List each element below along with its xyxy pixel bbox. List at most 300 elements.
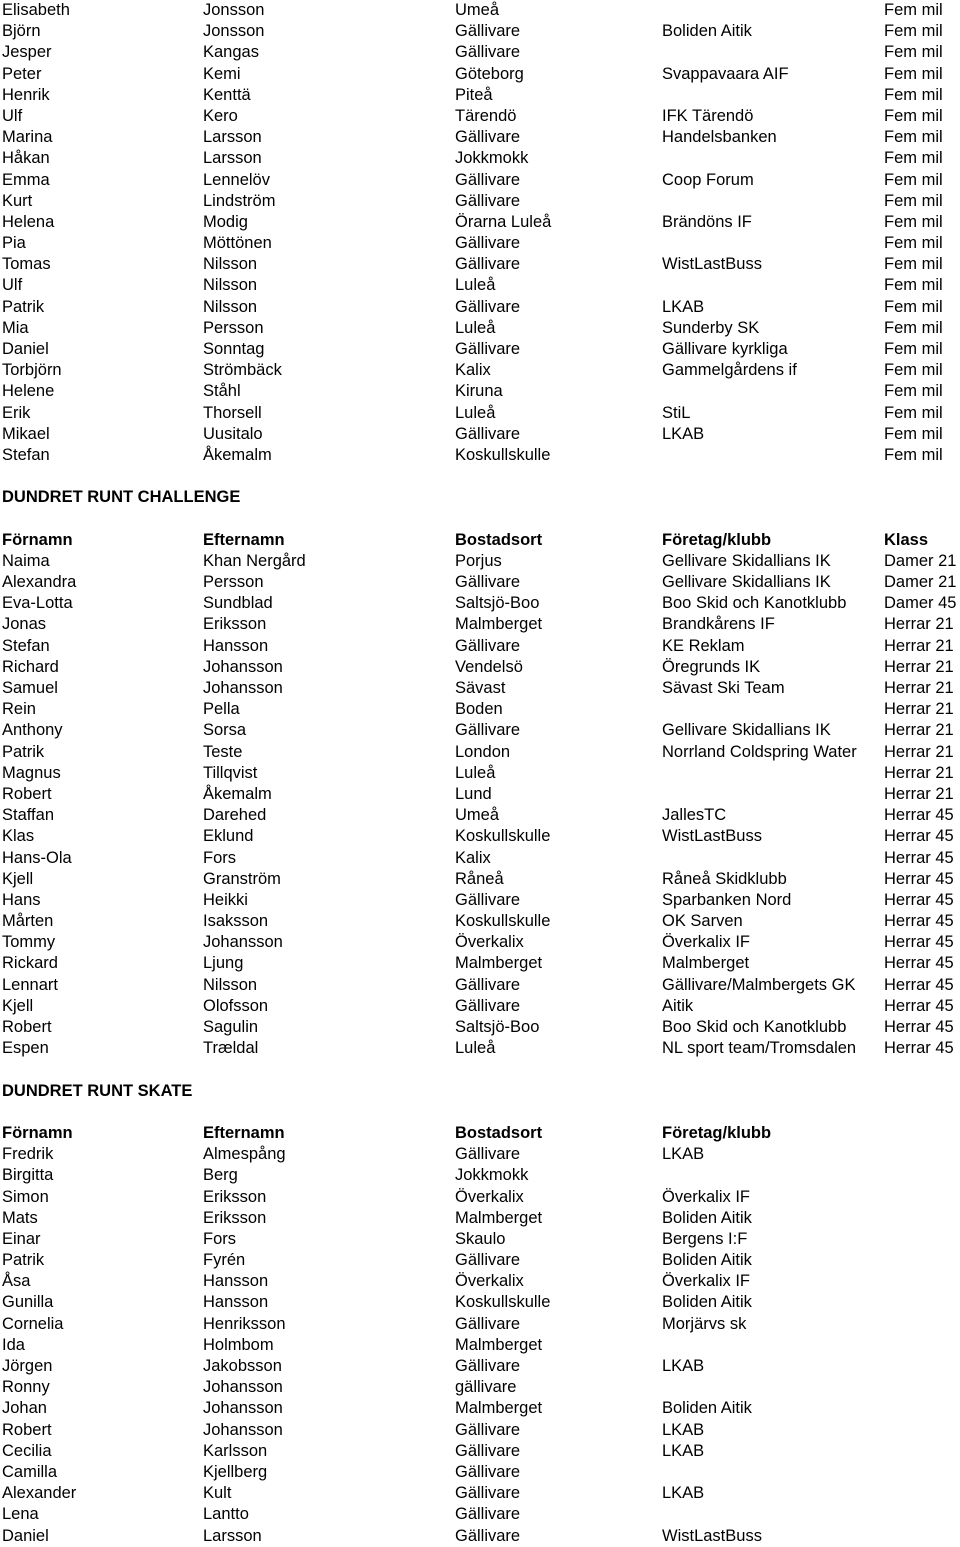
table-row <box>0 953 960 974</box>
table-row <box>0 763 960 784</box>
cell-class: Herrar 21 <box>884 657 954 676</box>
cell-city: Örarna Luleå <box>455 212 552 231</box>
cell-first-name: Pia <box>2 234 26 253</box>
cell-class: Herrar 21 <box>884 763 954 782</box>
table-row <box>0 1038 960 1059</box>
cell-first-name: Robert <box>2 1420 52 1439</box>
cell-club: LKAB <box>662 1420 705 1439</box>
cell-city: Gällivare <box>455 1484 521 1503</box>
cell-city: Kalix <box>455 848 491 867</box>
cell-city: Gällivare <box>455 1145 521 1164</box>
cell-last-name: Sonntag <box>203 340 265 358</box>
cell-first-name: Mats <box>2 1208 38 1227</box>
table-row <box>0 1292 960 1313</box>
cell-club: LKAB <box>662 1441 705 1460</box>
cell-first-name: Birgitta <box>2 1166 54 1185</box>
cell-class: Herrar 45 <box>884 890 954 909</box>
cell-last-name: Nilsson <box>203 975 258 994</box>
cell-last-name: Möttönen <box>203 234 272 253</box>
cell-class: Fem mil <box>884 276 943 295</box>
table-row <box>0 911 960 932</box>
cell-first-name: Stefan <box>2 636 50 655</box>
cell-club: Brandkårens IF <box>662 615 775 634</box>
table-row <box>0 636 960 657</box>
cell-class: Herrar 45 <box>884 869 954 888</box>
cell-last-name: Modig <box>203 212 248 231</box>
cell-city: Koskullskulle <box>455 1293 551 1312</box>
cell-class: Fem mil <box>884 382 943 401</box>
table-row <box>0 64 960 85</box>
cell-city: Gällivare <box>455 255 521 274</box>
cell-last-name: Darehed <box>203 806 267 825</box>
cell-club: Boliden Aitik <box>662 1399 752 1418</box>
cell-last-name: Johansson <box>203 1399 283 1418</box>
table-row <box>0 1208 960 1229</box>
cell-first-name: Stefan <box>2 445 50 464</box>
cell-city: Lund <box>455 784 492 803</box>
cell-city: Gällivare <box>455 636 521 655</box>
cell-last-name: Lantto <box>203 1505 249 1524</box>
cell-city: Piteå <box>455 85 493 104</box>
cell-city: Koskullskulle <box>455 445 551 464</box>
table-row <box>0 975 960 996</box>
cell-last-name: Larsson <box>203 128 262 147</box>
cell-club: Gellivare Skidallians IK <box>662 573 831 592</box>
cell-last-name: Fyrén <box>203 1251 246 1270</box>
cell-first-name: Robert <box>2 784 52 803</box>
table-header-row <box>0 530 960 551</box>
cell-city: Gällivare <box>455 1462 521 1481</box>
cell-first-name: Henrik <box>2 85 50 104</box>
header-last-name: Efternamn <box>203 1123 285 1142</box>
table-row <box>0 996 960 1017</box>
cell-last-name: Heikki <box>203 890 248 909</box>
cell-last-name: Khan Nergård <box>203 551 306 570</box>
cell-last-name: Larsson <box>203 1526 262 1545</box>
cell-class: Herrar 45 <box>884 806 954 825</box>
cell-city: Överkalix <box>455 1187 524 1206</box>
cell-last-name: Almespång <box>203 1145 286 1164</box>
cell-last-name: Johansson <box>203 1378 283 1397</box>
cell-last-name: Ståhl <box>203 382 241 401</box>
cell-city: Gällivare <box>455 128 521 147</box>
cell-city: Gällivare <box>455 1251 521 1270</box>
results-table-challenge <box>0 530 960 1060</box>
spacer <box>0 1059 960 1080</box>
cell-last-name: Nilsson <box>203 297 258 316</box>
cell-club: Brändöns IF <box>662 212 752 231</box>
cell-last-name: Kangas <box>203 43 259 62</box>
cell-class: Herrar 45 <box>884 848 954 867</box>
cell-city: Överkalix <box>455 933 524 952</box>
cell-club: KE Reklam <box>662 636 745 655</box>
cell-class: Fem mil <box>884 1 943 19</box>
table-row <box>0 339 960 360</box>
header-first-name: Förnamn <box>2 1123 73 1142</box>
cell-city: gällivare <box>455 1378 517 1397</box>
cell-club: IFK Tärendö <box>662 106 754 125</box>
cell-first-name: Hans-Ola <box>2 848 72 867</box>
cell-first-name: Simon <box>2 1187 49 1206</box>
cell-last-name: Larsson <box>203 149 262 168</box>
spacer <box>0 509 960 530</box>
cell-first-name: Patrik <box>2 297 45 316</box>
table-row <box>0 254 960 275</box>
cell-club: Öregrunds IK <box>662 657 761 676</box>
cell-class: Herrar 21 <box>884 721 954 740</box>
table-row <box>0 742 960 763</box>
cell-first-name: Magnus <box>2 763 61 782</box>
cell-first-name: Björn <box>2 22 41 41</box>
cell-last-name: Sagulin <box>203 1018 259 1036</box>
table-row <box>0 445 960 466</box>
cell-city: Luleå <box>455 276 496 295</box>
cell-first-name: Naima <box>2 551 50 570</box>
cell-last-name: Lindström <box>203 191 276 210</box>
section-title-skate: DUNDRET RUNT SKATE <box>2 1081 193 1100</box>
cell-first-name: Staffan <box>2 806 54 825</box>
cell-first-name: Johan <box>2 1399 47 1418</box>
cell-first-name: Eva-Lotta <box>2 594 73 613</box>
cell-city: Malmberget <box>455 1399 543 1418</box>
header-last-name: Efternamn <box>203 530 285 549</box>
cell-last-name: Johansson <box>203 933 283 952</box>
cell-last-name: Fors <box>203 848 236 867</box>
results-table-skate <box>0 1123 960 1547</box>
cell-first-name: Håkan <box>2 149 50 168</box>
cell-club: Gammelgårdens if <box>662 361 797 380</box>
cell-last-name: Uusitalo <box>203 424 263 443</box>
cell-last-name: Kenttä <box>203 85 251 104</box>
table-row <box>0 148 960 169</box>
cell-club: Råneå Skidklubb <box>662 869 787 888</box>
table-row <box>0 784 960 805</box>
cell-club: Gellivare Skidallians IK <box>662 551 831 570</box>
cell-class: Damer 45 <box>884 594 957 613</box>
cell-first-name: Richard <box>2 657 59 676</box>
cell-last-name: Sundblad <box>203 594 273 613</box>
cell-club: Sunderby SK <box>662 318 760 337</box>
cell-club: Överkalix IF <box>662 933 751 952</box>
cell-first-name: Tommy <box>2 933 56 952</box>
cell-class: Fem mil <box>884 128 943 147</box>
table-row <box>0 1504 960 1525</box>
cell-last-name: Johansson <box>203 679 283 697</box>
cell-last-name: Trældal <box>203 1039 259 1058</box>
table-row <box>0 233 960 254</box>
cell-last-name: Kemi <box>203 64 241 83</box>
cell-club: Boliden Aitik <box>662 22 752 41</box>
spacer <box>0 466 960 487</box>
cell-first-name: Alexander <box>2 1484 77 1503</box>
table-row <box>0 1017 960 1038</box>
cell-first-name: Daniel <box>2 1526 49 1545</box>
cell-class: Fem mil <box>884 424 943 443</box>
cell-last-name: Karlsson <box>203 1441 268 1460</box>
cell-city: Gällivare <box>455 721 521 740</box>
cell-class: Herrar 21 <box>884 700 954 719</box>
table-row <box>0 1250 960 1271</box>
table-row <box>0 1271 960 1292</box>
cell-class: Fem mil <box>884 191 943 210</box>
cell-club: Handelsbanken <box>662 128 777 147</box>
table-row <box>0 678 960 699</box>
cell-first-name: Mia <box>2 318 29 337</box>
cell-last-name: Strömbäck <box>203 361 282 380</box>
cell-class: Herrar 45 <box>884 1039 954 1058</box>
cell-class: Fem mil <box>884 297 943 316</box>
cell-city: Vendelsö <box>455 657 523 676</box>
cell-first-name: Espen <box>2 1039 49 1058</box>
cell-club: NL sport team/Tromsdalen <box>662 1039 857 1058</box>
cell-club: Boo Skid och Kanotklubb <box>662 594 847 613</box>
table-row <box>0 551 960 572</box>
cell-class: Fem mil <box>884 445 943 464</box>
cell-city: Saltsjö-Boo <box>455 594 540 613</box>
cell-first-name: Helena <box>2 212 55 231</box>
cell-city: Umeå <box>455 806 500 825</box>
cell-club: Boliden Aitik <box>662 1208 752 1227</box>
cell-first-name: Peter <box>2 64 42 83</box>
cell-last-name: Eriksson <box>203 1187 267 1206</box>
header-club: Företag/klubb <box>662 530 772 549</box>
cell-city: Gällivare <box>455 1357 521 1375</box>
table-row <box>0 593 960 614</box>
cell-city: Malmberget <box>455 1208 543 1227</box>
cell-club: Bergens I:F <box>662 1229 748 1248</box>
cell-city: Malmberget <box>455 1335 543 1354</box>
cell-city: Göteborg <box>455 64 524 83</box>
cell-club: Boo Skid och Kanotklubb <box>662 1018 847 1036</box>
cell-class: Damer 21 <box>884 551 957 570</box>
cell-city: Koskullskulle <box>455 912 551 931</box>
table-row <box>0 1229 960 1250</box>
header-club: Företag/klubb <box>662 1123 772 1142</box>
cell-city: Luleå <box>455 763 496 782</box>
cell-first-name: Patrik <box>2 742 45 761</box>
cell-first-name: Alexandra <box>2 573 77 592</box>
cell-last-name: Holmbom <box>203 1335 274 1354</box>
cell-club: Boliden Aitik <box>662 1293 752 1312</box>
cell-last-name: Hansson <box>203 1293 269 1312</box>
cell-first-name: Daniel <box>2 340 49 358</box>
cell-first-name: Cecilia <box>2 1441 52 1460</box>
cell-last-name: Thorsell <box>203 403 262 422</box>
cell-first-name: Cornelia <box>2 1314 64 1333</box>
cell-first-name: Erik <box>2 403 31 422</box>
cell-club: Coop Forum <box>662 170 754 189</box>
cell-club: WistLastBuss <box>662 1526 762 1545</box>
table-row <box>0 1420 960 1441</box>
cell-club: Gellivare Skidallians IK <box>662 721 831 740</box>
section-title-challenge: DUNDRET RUNT CHALLENGE <box>2 488 241 507</box>
table-row <box>0 381 960 402</box>
cell-first-name: Kurt <box>2 191 33 210</box>
cell-city: Gällivare <box>455 170 521 189</box>
cell-first-name: Einar <box>2 1229 41 1248</box>
table-row <box>0 191 960 212</box>
cell-last-name: Eriksson <box>203 1208 267 1227</box>
cell-city: Luleå <box>455 318 496 337</box>
cell-city: Kalix <box>455 361 491 380</box>
cell-last-name: Teste <box>203 742 243 761</box>
cell-first-name: Mikael <box>2 424 50 443</box>
cell-city: Koskullskulle <box>455 827 551 846</box>
table-row <box>0 106 960 127</box>
cell-last-name: Kjellberg <box>203 1462 268 1481</box>
cell-class: Fem mil <box>884 340 943 358</box>
cell-city: Gällivare <box>455 1420 521 1439</box>
cell-club: Överkalix IF <box>662 1272 751 1291</box>
cell-city: Gällivare <box>455 234 521 253</box>
table-row <box>0 1314 960 1335</box>
cell-class: Herrar 45 <box>884 933 954 952</box>
cell-city: Gällivare <box>455 191 521 210</box>
cell-class: Fem mil <box>884 318 943 337</box>
cell-city: Gällivare <box>455 43 521 62</box>
cell-city: Gällivare <box>455 1526 521 1545</box>
table-row <box>0 1144 960 1165</box>
cell-first-name: Hans <box>2 890 41 909</box>
cell-city: Gällivare <box>455 996 521 1015</box>
table-row <box>0 1462 960 1483</box>
cell-city: Skaulo <box>455 1229 506 1248</box>
cell-club: Svappavaara AIF <box>662 64 789 83</box>
cell-class: Herrar 21 <box>884 636 954 655</box>
header-class: Klass <box>884 530 929 549</box>
cell-city: Jokkmokk <box>455 1166 529 1185</box>
cell-club: Malmberget <box>662 954 750 973</box>
cell-city: London <box>455 742 511 761</box>
cell-club: WistLastBuss <box>662 827 762 846</box>
cell-last-name: Fors <box>203 1229 236 1248</box>
cell-club: Sparbanken Nord <box>662 890 792 909</box>
table-row <box>0 127 960 148</box>
table-row <box>0 297 960 318</box>
table-row <box>0 1335 960 1356</box>
cell-club: Aitik <box>662 996 694 1015</box>
cell-city: Gällivare <box>455 975 521 994</box>
cell-class: Herrar 45 <box>884 1018 954 1036</box>
table-row <box>0 614 960 635</box>
cell-city: Saltsjö-Boo <box>455 1018 540 1036</box>
cell-first-name: Gunilla <box>2 1293 54 1312</box>
cell-last-name: Berg <box>203 1166 238 1185</box>
cell-class: Fem mil <box>884 43 943 62</box>
cell-first-name: Patrik <box>2 1251 45 1270</box>
cell-city: Umeå <box>455 1 500 19</box>
cell-city: Boden <box>455 700 503 719</box>
cell-city: Malmberget <box>455 615 543 634</box>
cell-first-name: Åsa <box>2 1272 31 1291</box>
cell-first-name: Mårten <box>2 912 54 931</box>
cell-last-name: Isaksson <box>203 912 269 931</box>
cell-first-name: Marina <box>2 128 53 147</box>
cell-club: LKAB <box>662 1484 705 1503</box>
cell-city: Gällivare <box>455 1314 521 1333</box>
cell-last-name: Tillqvist <box>203 763 258 782</box>
table-row <box>0 170 960 191</box>
table-row <box>0 42 960 63</box>
cell-first-name: Jonas <box>2 615 47 634</box>
cell-city: Gällivare <box>455 1505 521 1524</box>
cell-last-name: Henriksson <box>203 1314 286 1333</box>
cell-last-name: Åkemalm <box>203 445 272 464</box>
table-row <box>0 1165 960 1186</box>
table-row <box>0 699 960 720</box>
cell-last-name: Jonsson <box>203 1 265 19</box>
cell-club: WistLastBuss <box>662 255 762 274</box>
cell-last-name: Hansson <box>203 1272 269 1291</box>
cell-first-name: Camilla <box>2 1462 58 1481</box>
cell-club: Gällivare/Malmbergets GK <box>662 975 856 994</box>
table-row <box>0 212 960 233</box>
cell-last-name: Jonsson <box>203 22 265 41</box>
header-first-name: Förnamn <box>2 530 73 549</box>
table-row <box>0 360 960 381</box>
cell-club: OK Sarven <box>662 912 743 931</box>
table-row <box>0 848 960 869</box>
cell-last-name: Eklund <box>203 827 254 846</box>
cell-city: Gällivare <box>455 22 521 41</box>
cell-last-name: Nilsson <box>203 255 258 274</box>
table-row <box>0 826 960 847</box>
cell-last-name: Sorsa <box>203 721 247 740</box>
cell-last-name: Jakobsson <box>203 1357 282 1375</box>
cell-first-name: Tomas <box>2 255 51 274</box>
cell-first-name: Ulf <box>2 106 23 125</box>
cell-city: Kiruna <box>455 382 503 401</box>
cell-class: Fem mil <box>884 106 943 125</box>
cell-class: Fem mil <box>884 85 943 104</box>
table-row <box>0 1398 960 1419</box>
cell-club: LKAB <box>662 1357 705 1375</box>
cell-city: Porjus <box>455 551 502 570</box>
table-row <box>0 890 960 911</box>
table-row <box>0 1377 960 1398</box>
cell-club: Boliden Aitik <box>662 1251 752 1270</box>
cell-class: Damer 21 <box>884 573 957 592</box>
header-city: Bostadsort <box>455 530 543 549</box>
cell-club: Sävast Ski Team <box>662 679 785 697</box>
cell-class: Fem mil <box>884 403 943 422</box>
cell-first-name: Lennart <box>2 975 58 994</box>
cell-class: Herrar 21 <box>884 679 954 697</box>
cell-city: Gällivare <box>455 340 521 358</box>
cell-city: Malmberget <box>455 954 543 973</box>
cell-city: Gällivare <box>455 1441 521 1460</box>
cell-class: Herrar 45 <box>884 954 954 973</box>
table-row <box>0 932 960 953</box>
cell-first-name: Anthony <box>2 721 63 740</box>
cell-city: Luleå <box>455 1039 496 1058</box>
cell-first-name: Robert <box>2 1018 52 1036</box>
cell-city: Gällivare <box>455 890 521 909</box>
table-row <box>0 85 960 106</box>
cell-class: Herrar 45 <box>884 996 954 1015</box>
cell-class: Herrar 45 <box>884 912 954 931</box>
table-row <box>0 572 960 593</box>
cell-city: Tärendö <box>455 106 517 125</box>
table-row <box>0 21 960 42</box>
cell-club: Gällivare kyrkliga <box>662 340 788 358</box>
cell-first-name: Rein <box>2 700 36 719</box>
cell-last-name: Åkemalm <box>203 784 272 803</box>
cell-first-name: Emma <box>2 170 50 189</box>
cell-city: Jokkmokk <box>455 149 529 168</box>
cell-club: StiL <box>662 403 691 422</box>
cell-last-name: Lennelöv <box>203 170 270 189</box>
